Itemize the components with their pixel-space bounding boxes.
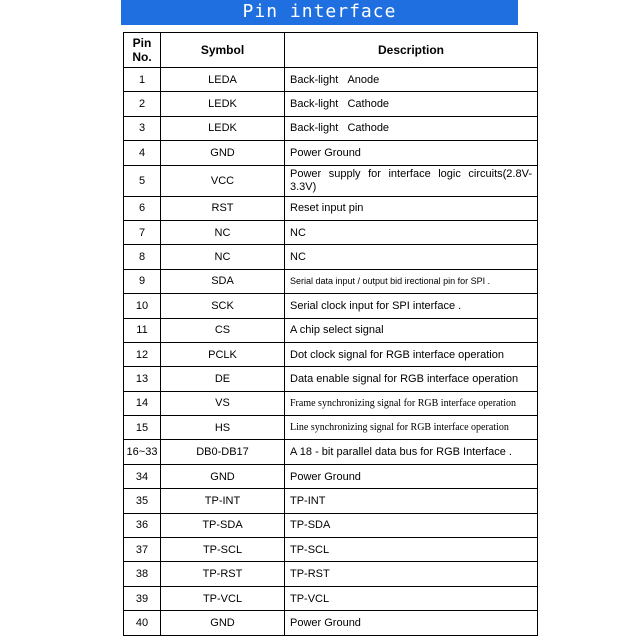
pin-symbol: TP-INT <box>161 489 285 513</box>
pin-symbol: SCK <box>161 294 285 318</box>
pin-symbol: LEDK <box>161 116 285 140</box>
pin-description: Dot clock signal for RGB interface operation <box>285 342 538 366</box>
pin-description: Power Ground <box>285 141 538 165</box>
pin-symbol: VCC <box>161 165 285 196</box>
pin-symbol: VS <box>161 391 285 415</box>
table-row <box>124 464 538 488</box>
pin-description: Power supply for interface logic circuits(2.8V-3.3V) <box>285 165 538 196</box>
pin-symbol: GND <box>161 464 285 488</box>
table-row <box>124 165 538 196</box>
pin-number: 15 <box>124 416 161 440</box>
pin-symbol: RST <box>161 196 285 220</box>
pin-description: Power Ground <box>285 611 538 635</box>
pin-number: 10 <box>124 294 161 318</box>
table-row <box>124 416 538 440</box>
pin-symbol: TP-VCL <box>161 586 285 610</box>
table-row <box>124 68 538 92</box>
pin-number: 35 <box>124 489 161 513</box>
pin-description: Serial data input / output bid irectional pin for SPI . <box>285 269 538 293</box>
pin-number: 14 <box>124 391 161 415</box>
pin-symbol: LEDK <box>161 92 285 116</box>
pin-description: Frame synchronizing signal for RGB interface operation <box>285 391 538 415</box>
table-row <box>124 562 538 586</box>
table-row <box>124 116 538 140</box>
pin-description: Data enable signal for RGB interface operation <box>285 367 538 391</box>
pin-symbol: TP-SDA <box>161 513 285 537</box>
pin-description: NC <box>285 220 538 244</box>
pin-description: Line synchronizing signal for RGB interface operation <box>285 416 538 440</box>
pin-symbol: NC <box>161 245 285 269</box>
table-row <box>124 196 538 220</box>
pin-description: TP-SDA <box>285 513 538 537</box>
pin-symbol: DB0-DB17 <box>161 440 285 464</box>
table-row <box>124 269 538 293</box>
pin-number: 5 <box>124 165 161 196</box>
pin-description: Back-light Cathode <box>285 92 538 116</box>
table-row <box>124 294 538 318</box>
pin-symbol: GND <box>161 611 285 635</box>
pin-symbol: CS <box>161 318 285 342</box>
pin-number: 37 <box>124 538 161 562</box>
pin-description: Serial clock input for SPI interface . <box>285 294 538 318</box>
pin-description: Power Ground <box>285 464 538 488</box>
pin-number: 38 <box>124 562 161 586</box>
table-row <box>124 440 538 464</box>
pin-number: 16~33 <box>124 440 161 464</box>
pin-description: A chip select signal <box>285 318 538 342</box>
page-title: Pin interface <box>121 0 518 25</box>
pin-number: 36 <box>124 513 161 537</box>
column-header-pin-no: Pin No. <box>124 33 161 68</box>
table-row <box>124 391 538 415</box>
pin-symbol: DE <box>161 367 285 391</box>
table-row <box>124 538 538 562</box>
pin-number: 12 <box>124 342 161 366</box>
pin-symbol: TP-SCL <box>161 538 285 562</box>
pin-symbol: HS <box>161 416 285 440</box>
table-row <box>124 586 538 610</box>
pin-description: A 18 - bit parallel data bus for RGB Interface . <box>285 440 538 464</box>
column-header-symbol: Symbol <box>161 33 285 68</box>
pin-symbol: GND <box>161 141 285 165</box>
table-row <box>124 92 538 116</box>
pin-symbol: PCLK <box>161 342 285 366</box>
pin-description: TP-SCL <box>285 538 538 562</box>
pin-description: TP-VCL <box>285 586 538 610</box>
pin-symbol: LEDA <box>161 68 285 92</box>
pin-table <box>123 32 538 636</box>
pin-symbol: TP-RST <box>161 562 285 586</box>
pin-number: 11 <box>124 318 161 342</box>
column-header-description: Description <box>285 33 538 68</box>
pin-symbol: NC <box>161 220 285 244</box>
pin-description: TP-INT <box>285 489 538 513</box>
header-row <box>124 33 538 68</box>
pin-number: 1 <box>124 68 161 92</box>
pin-description: TP-RST <box>285 562 538 586</box>
pin-number: 39 <box>124 586 161 610</box>
pin-number: 6 <box>124 196 161 220</box>
table-row <box>124 220 538 244</box>
pin-number: 8 <box>124 245 161 269</box>
pin-description: Back-light Anode <box>285 68 538 92</box>
table-row <box>124 245 538 269</box>
pin-description: Reset input pin <box>285 196 538 220</box>
pin-description: NC <box>285 245 538 269</box>
pin-number: 9 <box>124 269 161 293</box>
table-row <box>124 367 538 391</box>
pin-number: 3 <box>124 116 161 140</box>
pin-number: 4 <box>124 141 161 165</box>
table-row <box>124 513 538 537</box>
table-row <box>124 141 538 165</box>
pin-number: 7 <box>124 220 161 244</box>
table-row <box>124 489 538 513</box>
pin-number: 40 <box>124 611 161 635</box>
pin-number: 13 <box>124 367 161 391</box>
pin-number: 34 <box>124 464 161 488</box>
table-row <box>124 318 538 342</box>
pin-number: 2 <box>124 92 161 116</box>
table-row <box>124 611 538 635</box>
pin-description: Back-light Cathode <box>285 116 538 140</box>
pin-symbol: SDA <box>161 269 285 293</box>
table-row <box>124 342 538 366</box>
